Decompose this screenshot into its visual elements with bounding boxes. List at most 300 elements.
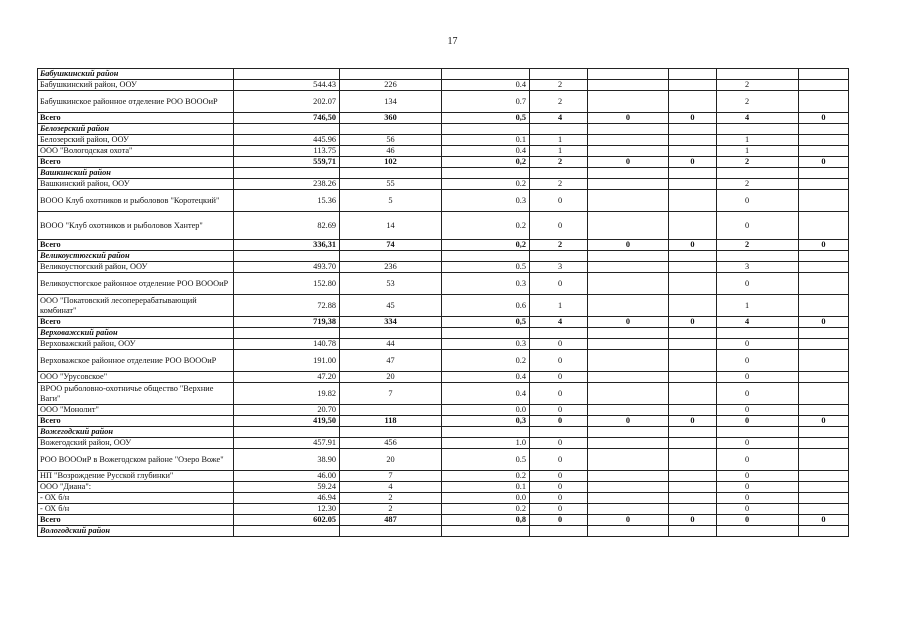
value-cell (588, 80, 669, 91)
value-cell: 0,8 (442, 515, 530, 526)
value-cell: 47 (340, 350, 442, 372)
value-cell (669, 295, 717, 317)
value-cell (340, 526, 442, 537)
value-cell: 0 (669, 113, 717, 124)
value-cell: 59.24 (234, 482, 340, 493)
value-cell: 1 (530, 135, 588, 146)
value-cell: 0 (588, 416, 669, 427)
value-cell (669, 179, 717, 190)
value-cell (588, 383, 669, 405)
row-label-cell: Вашкинский район, ООУ (38, 179, 234, 190)
value-cell (588, 146, 669, 157)
value-cell: 0 (530, 504, 588, 515)
row-label-cell: Всего (38, 515, 234, 526)
value-cell (588, 251, 669, 262)
value-cell: 0 (530, 515, 588, 526)
value-cell: 1 (530, 295, 588, 317)
value-cell: 102 (340, 157, 442, 168)
value-cell (669, 212, 717, 240)
value-cell: 0.2 (442, 179, 530, 190)
value-cell: 191.00 (234, 350, 340, 372)
value-cell: 47.20 (234, 372, 340, 383)
value-cell (799, 504, 849, 515)
value-cell: 0,3 (442, 416, 530, 427)
value-cell: 336,31 (234, 240, 340, 251)
value-cell: 1 (717, 135, 799, 146)
row-label-cell: Бабушкинское районное отделение РОО ВОООиР (38, 91, 234, 113)
table-row (38, 350, 849, 372)
value-cell (340, 124, 442, 135)
row-label-cell: Вашкинский район (38, 168, 234, 179)
value-cell: 0 (530, 339, 588, 350)
value-cell: 0 (669, 317, 717, 328)
value-cell: 0 (717, 212, 799, 240)
value-cell: 0 (799, 515, 849, 526)
value-cell (669, 80, 717, 91)
value-cell: 0 (530, 416, 588, 427)
section-header-row (38, 124, 849, 135)
row-label-cell: Всего (38, 240, 234, 251)
row-label-cell: Всего (38, 317, 234, 328)
section-header-row (38, 69, 849, 80)
value-cell (799, 471, 849, 482)
value-cell: 544.43 (234, 80, 340, 91)
hunting-districts-table (37, 68, 849, 537)
value-cell (530, 427, 588, 438)
row-label-cell: ООО "Монолит" (38, 405, 234, 416)
value-cell: 46.00 (234, 471, 340, 482)
value-cell: 7 (340, 383, 442, 405)
section-header-row (38, 168, 849, 179)
value-cell (588, 91, 669, 113)
value-cell: 0.2 (442, 471, 530, 482)
value-cell (799, 146, 849, 157)
value-cell: 53 (340, 273, 442, 295)
value-cell: 2 (717, 91, 799, 113)
row-label-cell: РОО ВОООиР в Вожегодском районе "Озеро Воже" (38, 449, 234, 471)
value-cell: 45 (340, 295, 442, 317)
value-cell: 82.69 (234, 212, 340, 240)
value-cell: 46 (340, 146, 442, 157)
total-row (38, 416, 849, 427)
total-row (38, 113, 849, 124)
value-cell (588, 190, 669, 212)
value-cell (234, 427, 340, 438)
row-label-cell: Верховажский район, ООУ (38, 339, 234, 350)
value-cell (799, 212, 849, 240)
row-label-cell: ВРОО рыболовно-охотничье общество "Верхние Ваги" (38, 383, 234, 405)
value-cell (669, 135, 717, 146)
value-cell: 134 (340, 91, 442, 113)
value-cell: 14 (340, 212, 442, 240)
value-cell: 0.1 (442, 482, 530, 493)
value-cell: 0 (717, 438, 799, 449)
value-cell: 113.75 (234, 146, 340, 157)
value-cell: 2 (340, 504, 442, 515)
value-cell (588, 449, 669, 471)
row-label-cell: Белозерский район (38, 124, 234, 135)
row-label-cell: Бабушкинский район, ООУ (38, 80, 234, 91)
value-cell: 0 (530, 212, 588, 240)
value-cell: 0 (717, 372, 799, 383)
value-cell (669, 190, 717, 212)
value-cell: 20 (340, 449, 442, 471)
table-row (38, 179, 849, 190)
value-cell (340, 168, 442, 179)
row-label-cell: Всего (38, 416, 234, 427)
value-cell: 445.96 (234, 135, 340, 146)
value-cell: 602.05 (234, 515, 340, 526)
value-cell (442, 251, 530, 262)
value-cell (588, 526, 669, 537)
value-cell: 0 (530, 449, 588, 471)
row-label-cell: ВООО Клуб охотников и рыболовов "Коротецкий" (38, 190, 234, 212)
value-cell: 0.0 (442, 405, 530, 416)
value-cell: 19.82 (234, 383, 340, 405)
value-cell (669, 124, 717, 135)
value-cell: 0 (588, 240, 669, 251)
value-cell (799, 251, 849, 262)
value-cell (588, 168, 669, 179)
value-cell (340, 69, 442, 80)
value-cell (717, 427, 799, 438)
table-row (38, 449, 849, 471)
value-cell (588, 179, 669, 190)
value-cell (799, 273, 849, 295)
table-row (38, 190, 849, 212)
value-cell: 236 (340, 262, 442, 273)
value-cell: 487 (340, 515, 442, 526)
value-cell: 0.3 (442, 273, 530, 295)
value-cell: 0.3 (442, 339, 530, 350)
value-cell: 118 (340, 416, 442, 427)
value-cell: 0 (717, 383, 799, 405)
value-cell: 4 (717, 317, 799, 328)
value-cell (234, 124, 340, 135)
value-cell: 457.91 (234, 438, 340, 449)
value-cell: 238.26 (234, 179, 340, 190)
value-cell (234, 526, 340, 537)
table-row (38, 405, 849, 416)
value-cell (669, 146, 717, 157)
total-row (38, 240, 849, 251)
table-row (38, 471, 849, 482)
value-cell (799, 69, 849, 80)
row-label-cell: Великоустюгский район (38, 251, 234, 262)
value-cell: 334 (340, 317, 442, 328)
value-cell (669, 350, 717, 372)
value-cell (799, 493, 849, 504)
value-cell: 0 (799, 157, 849, 168)
value-cell (442, 328, 530, 339)
value-cell: 55 (340, 179, 442, 190)
value-cell: 0 (717, 416, 799, 427)
table-row (38, 262, 849, 273)
value-cell (442, 526, 530, 537)
row-label-cell: Вожегодский район (38, 427, 234, 438)
value-cell (799, 438, 849, 449)
value-cell (234, 251, 340, 262)
value-cell: 0 (799, 113, 849, 124)
value-cell (530, 168, 588, 179)
value-cell (799, 80, 849, 91)
value-cell (799, 427, 849, 438)
value-cell: 0 (717, 471, 799, 482)
value-cell: 2 (717, 179, 799, 190)
value-cell: 20.70 (234, 405, 340, 416)
value-cell (669, 91, 717, 113)
row-label-cell: Всего (38, 113, 234, 124)
value-cell (588, 328, 669, 339)
value-cell: 493.70 (234, 262, 340, 273)
value-cell (530, 69, 588, 80)
value-cell (669, 482, 717, 493)
row-label-cell: Великоустюгское районное отделение РОО ВОООиР (38, 273, 234, 295)
value-cell (669, 328, 717, 339)
row-label-cell: Белозерский район, ООУ (38, 135, 234, 146)
row-label-cell: Верховажское районное отделение РОО ВОООиР (38, 350, 234, 372)
table-row (38, 146, 849, 157)
value-cell: 0 (530, 438, 588, 449)
table-row (38, 80, 849, 91)
value-cell: 74 (340, 240, 442, 251)
section-header-row (38, 328, 849, 339)
value-cell: 202.07 (234, 91, 340, 113)
value-cell: 0 (799, 416, 849, 427)
value-cell: 0 (799, 240, 849, 251)
value-cell (442, 168, 530, 179)
value-cell (234, 69, 340, 80)
value-cell: 0 (717, 273, 799, 295)
value-cell: 44 (340, 339, 442, 350)
value-cell (340, 427, 442, 438)
row-label-cell: ООО "Диана": (38, 482, 234, 493)
value-cell: 4 (717, 113, 799, 124)
value-cell: 360 (340, 113, 442, 124)
row-label-cell: ВООО "Клуб охотников и рыболовов Хантер" (38, 212, 234, 240)
value-cell: 2 (717, 80, 799, 91)
value-cell (717, 328, 799, 339)
value-cell: 0,2 (442, 240, 530, 251)
value-cell (799, 526, 849, 537)
value-cell (588, 471, 669, 482)
value-cell: 0 (530, 350, 588, 372)
value-cell (669, 69, 717, 80)
value-cell: 0 (530, 471, 588, 482)
value-cell: 0.7 (442, 91, 530, 113)
value-cell (669, 262, 717, 273)
row-label-cell: Верховажский район (38, 328, 234, 339)
value-cell: 0,2 (442, 157, 530, 168)
value-cell (530, 328, 588, 339)
value-cell (530, 124, 588, 135)
value-cell (799, 91, 849, 113)
row-label-cell: ООО "Вологодская охота" (38, 146, 234, 157)
value-cell: 2 (717, 157, 799, 168)
total-row (38, 515, 849, 526)
value-cell (588, 482, 669, 493)
value-cell (669, 493, 717, 504)
value-cell: 0 (669, 157, 717, 168)
value-cell: 0 (717, 190, 799, 212)
value-cell: 2 (340, 493, 442, 504)
value-cell (799, 350, 849, 372)
value-cell: 140.78 (234, 339, 340, 350)
value-cell (669, 526, 717, 537)
table-row (38, 91, 849, 113)
table-row (38, 493, 849, 504)
value-cell (717, 69, 799, 80)
value-cell: 15.36 (234, 190, 340, 212)
total-row (38, 157, 849, 168)
value-cell (340, 328, 442, 339)
value-cell (669, 427, 717, 438)
value-cell: 0 (669, 515, 717, 526)
value-cell (799, 179, 849, 190)
value-cell: 0 (717, 515, 799, 526)
value-cell (669, 339, 717, 350)
value-cell (669, 471, 717, 482)
table-row (38, 383, 849, 405)
value-cell: 0 (530, 405, 588, 416)
section-header-row (38, 251, 849, 262)
value-cell (234, 168, 340, 179)
value-cell: 0 (588, 113, 669, 124)
table-row (38, 135, 849, 146)
value-cell: 152.80 (234, 273, 340, 295)
value-cell: 4 (340, 482, 442, 493)
total-row (38, 317, 849, 328)
value-cell: 0 (530, 190, 588, 212)
row-label-cell: ООО "Покатовский лесоперерабатывающий комбинат" (38, 295, 234, 317)
value-cell (588, 493, 669, 504)
value-cell: 0 (669, 240, 717, 251)
row-label-cell: ООО "Урусовское" (38, 372, 234, 383)
value-cell: 2 (530, 80, 588, 91)
value-cell: 0.5 (442, 449, 530, 471)
value-cell: 0.0 (442, 493, 530, 504)
value-cell (669, 504, 717, 515)
value-cell: 4 (530, 113, 588, 124)
value-cell (799, 328, 849, 339)
value-cell: 0 (530, 273, 588, 295)
value-cell: 2 (530, 240, 588, 251)
value-cell (340, 251, 442, 262)
table-row (38, 504, 849, 515)
value-cell (530, 251, 588, 262)
value-cell (799, 449, 849, 471)
value-cell: 2 (530, 179, 588, 190)
row-label-cell: Вологодский район (38, 526, 234, 537)
value-cell: 0 (530, 482, 588, 493)
row-label-cell: Всего (38, 157, 234, 168)
value-cell (799, 372, 849, 383)
value-cell (588, 295, 669, 317)
value-cell: 226 (340, 80, 442, 91)
value-cell: 0 (717, 449, 799, 471)
value-cell (530, 526, 588, 537)
value-cell (588, 438, 669, 449)
value-cell: 1.0 (442, 438, 530, 449)
value-cell: 1 (530, 146, 588, 157)
value-cell: 0 (717, 339, 799, 350)
value-cell (669, 449, 717, 471)
value-cell (588, 212, 669, 240)
value-cell (799, 190, 849, 212)
value-cell: 0 (588, 317, 669, 328)
value-cell: 12.30 (234, 504, 340, 515)
value-cell (799, 124, 849, 135)
value-cell: 1 (717, 295, 799, 317)
value-cell: 0.4 (442, 383, 530, 405)
value-cell (799, 135, 849, 146)
value-cell (669, 438, 717, 449)
value-cell (588, 504, 669, 515)
value-cell (442, 427, 530, 438)
value-cell: 0 (717, 350, 799, 372)
value-cell: 719,38 (234, 317, 340, 328)
table-row (38, 482, 849, 493)
table-row (38, 273, 849, 295)
value-cell: 0.1 (442, 135, 530, 146)
value-cell (799, 168, 849, 179)
value-cell (234, 328, 340, 339)
value-cell: 0.6 (442, 295, 530, 317)
value-cell: 0 (530, 493, 588, 504)
value-cell: 2 (530, 91, 588, 113)
value-cell (588, 69, 669, 80)
value-cell: 0,5 (442, 317, 530, 328)
section-header-row (38, 526, 849, 537)
value-cell: 0 (669, 416, 717, 427)
value-cell (669, 251, 717, 262)
section-header-row (38, 427, 849, 438)
value-cell (588, 405, 669, 416)
value-cell (340, 405, 442, 416)
value-cell: 746,50 (234, 113, 340, 124)
value-cell: 7 (340, 471, 442, 482)
value-cell (442, 69, 530, 80)
table-body (38, 69, 849, 537)
row-label-cell: Вожегодский район, ООУ (38, 438, 234, 449)
value-cell: 0 (799, 317, 849, 328)
table-row (38, 295, 849, 317)
value-cell (717, 124, 799, 135)
value-cell (717, 526, 799, 537)
value-cell (669, 372, 717, 383)
value-cell (799, 262, 849, 273)
value-cell (799, 383, 849, 405)
value-cell (588, 273, 669, 295)
value-cell (588, 262, 669, 273)
row-label-cell: Бабушкинский район (38, 69, 234, 80)
value-cell: 72.88 (234, 295, 340, 317)
row-label-cell: Великоустюгский район, ООУ (38, 262, 234, 273)
table-row (38, 339, 849, 350)
value-cell (669, 168, 717, 179)
value-cell: 0 (717, 482, 799, 493)
value-cell (717, 251, 799, 262)
value-cell: 0 (717, 493, 799, 504)
value-cell (588, 124, 669, 135)
value-cell (588, 135, 669, 146)
value-cell (588, 350, 669, 372)
value-cell (669, 383, 717, 405)
value-cell (799, 295, 849, 317)
value-cell: 2 (530, 157, 588, 168)
value-cell: 5 (340, 190, 442, 212)
value-cell: 0.5 (442, 262, 530, 273)
